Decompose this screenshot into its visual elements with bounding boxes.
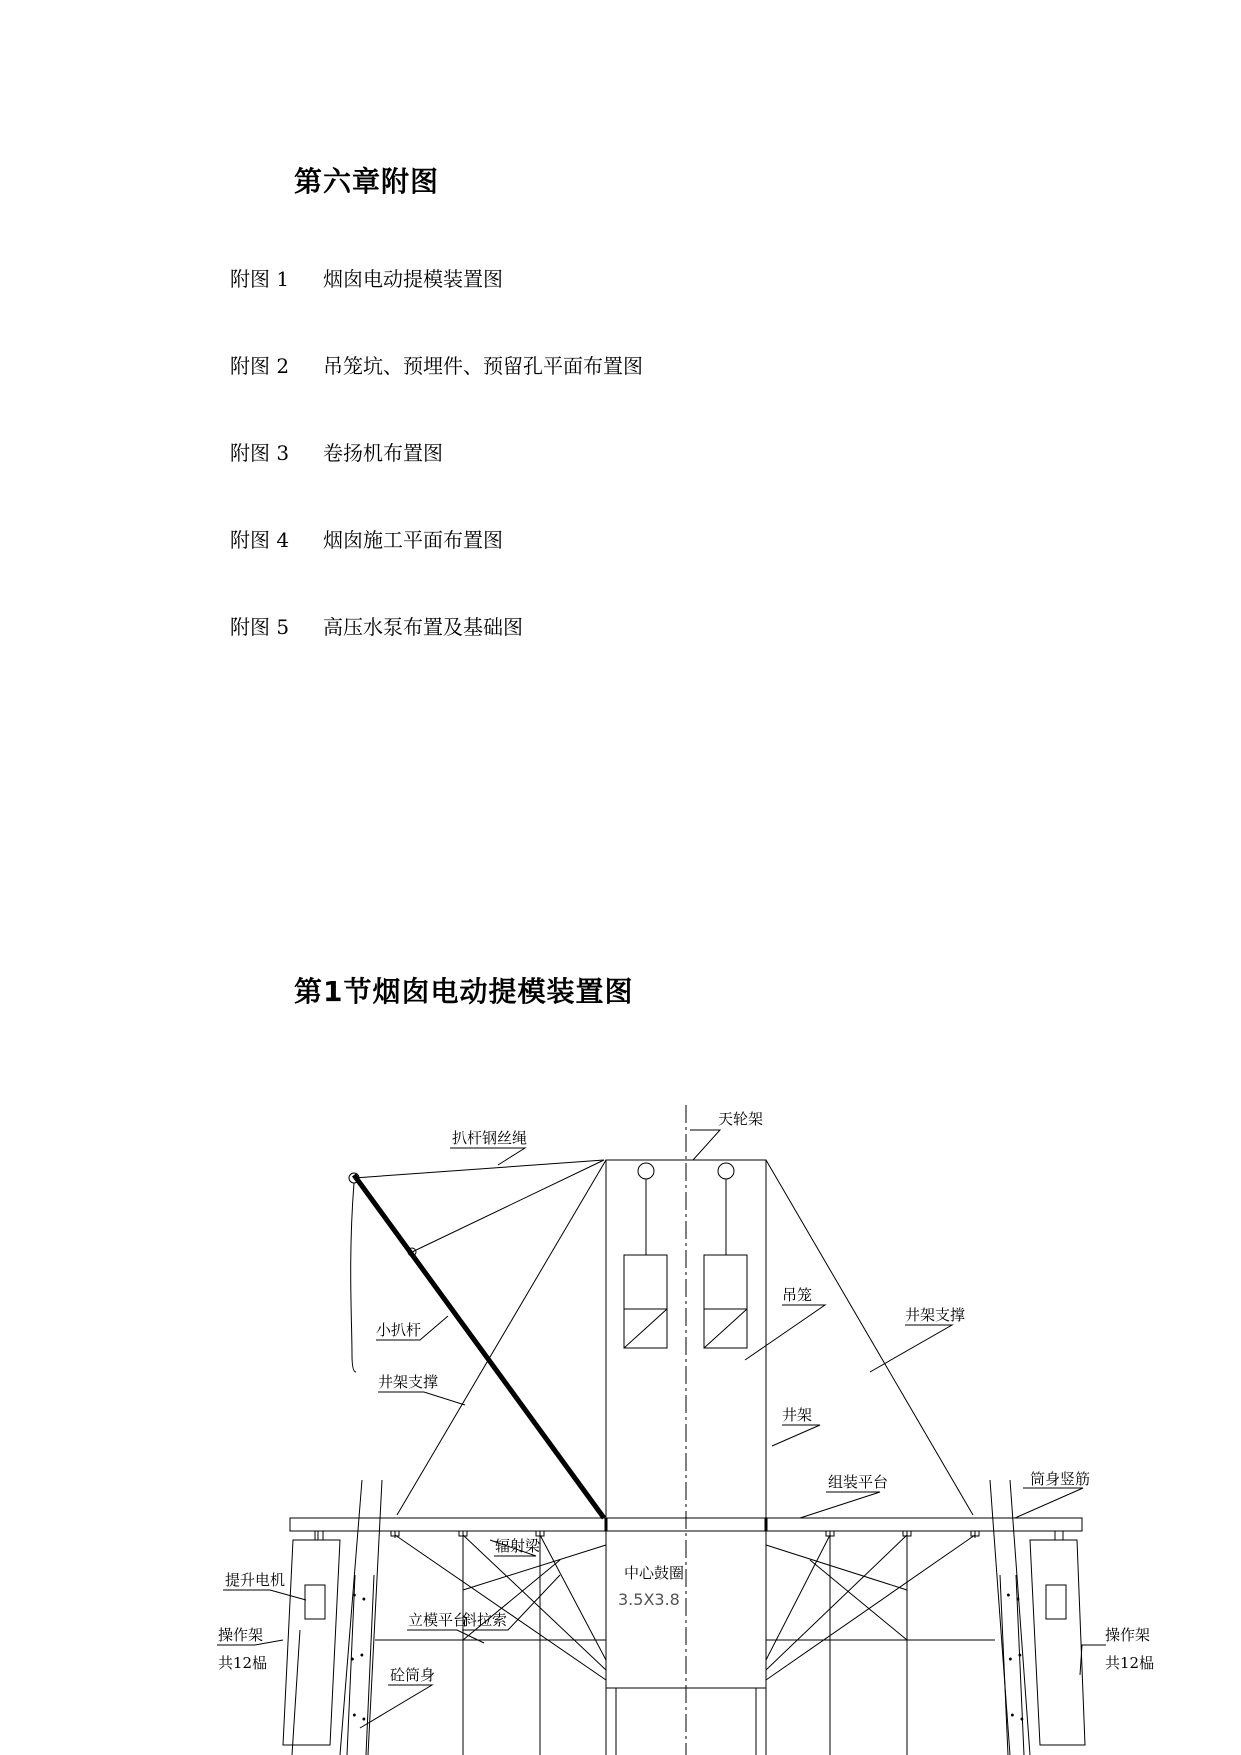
label-caozuojia-left: 操作架	[218, 1626, 264, 1644]
figure-number: 附图 4	[230, 528, 290, 552]
figure-title: 吊笼坑、预埋件、预留孔平面布置图	[323, 354, 643, 378]
label-gong12pin-left: 共12榀	[218, 1654, 268, 1672]
figure-title: 烟囱电动提模装置图	[323, 267, 503, 291]
label-caozuojia-right: 操作架	[1105, 1626, 1151, 1644]
label-zuzhuang-pingtai: 组装平台	[828, 1473, 889, 1491]
chimney-wall-left	[340, 1480, 382, 1755]
svg-text:· .: · .	[1006, 1586, 1021, 1604]
svg-text:. ·: . ·	[1008, 1646, 1023, 1664]
frame-brace-left	[397, 1160, 606, 1515]
figure-number: 附图 5	[230, 615, 290, 639]
hoist-cage-right	[704, 1255, 747, 1348]
stay-cable	[395, 1535, 606, 1680]
svg-text:. ·: . ·	[350, 1646, 365, 1664]
figure-list	[230, 263, 1030, 698]
figure-title: 卷扬机布置图	[323, 441, 443, 465]
label-jingjia-zhicheng-right: 井架支撑	[905, 1306, 966, 1324]
label-xiao-bagan: 小扒杆	[376, 1321, 422, 1339]
label-jingjia-zhicheng-left: 井架支撑	[378, 1373, 439, 1391]
operation-frame-left	[283, 1531, 340, 1755]
label-gong12pin-right: 共12榀	[1105, 1654, 1155, 1672]
label-tisheng-dianji: 提升电机	[225, 1571, 286, 1589]
svg-text:· .: · .	[1010, 1706, 1025, 1724]
label-tianlunjia: 天轮架	[718, 1110, 764, 1128]
pulley	[638, 1163, 654, 1179]
section-title: 第1节烟囱电动提模装置图	[294, 975, 634, 1008]
figure-number: 附图 1	[230, 267, 290, 291]
label-jingjia: 井架	[782, 1406, 813, 1424]
frame-brace-right	[766, 1160, 973, 1515]
pulley	[718, 1163, 734, 1179]
label-tong-tongshen: 砼筒身	[390, 1666, 436, 1684]
figure-list-item	[230, 611, 1030, 698]
figure-list-item	[230, 524, 1030, 611]
figure-list-item	[230, 350, 1030, 437]
chimney-wall-right	[990, 1480, 1030, 1755]
chapter-title: 第六章附图	[294, 165, 440, 198]
label-limo-pingtai: 立模平台	[408, 1611, 469, 1629]
figure-number: 附图 3	[230, 441, 290, 465]
label-gu-quan-size: 3.5X3.8	[618, 1590, 680, 1609]
label-tongshen-shujin: 筒身竖筋	[1030, 1470, 1091, 1488]
label-zhongxin-gu-quan: 中心鼓圈	[624, 1564, 685, 1582]
svg-text:· .: · .	[352, 1586, 367, 1604]
figure-title: 高压水泵布置及基础图	[323, 615, 523, 639]
figure-number: 附图 2	[230, 354, 290, 378]
lifting-device-drawing	[0, 1090, 1241, 1755]
operation-frame-right	[1030, 1531, 1085, 1745]
label-fushe-liang: 辐射梁	[495, 1537, 541, 1555]
hoist-cage-left	[624, 1255, 667, 1348]
figure-title: 烟囱施工平面布置图	[323, 528, 503, 552]
figure-list-item	[230, 437, 1030, 524]
label-xie-lasuo: 斜拉索	[462, 1611, 508, 1629]
label-bagan-gangsisheng: 扒杆钢丝绳	[452, 1129, 528, 1147]
label-diaolong: 吊笼	[782, 1286, 813, 1304]
figure-list-item	[230, 263, 1030, 350]
svg-text:· .: · .	[352, 1706, 367, 1724]
